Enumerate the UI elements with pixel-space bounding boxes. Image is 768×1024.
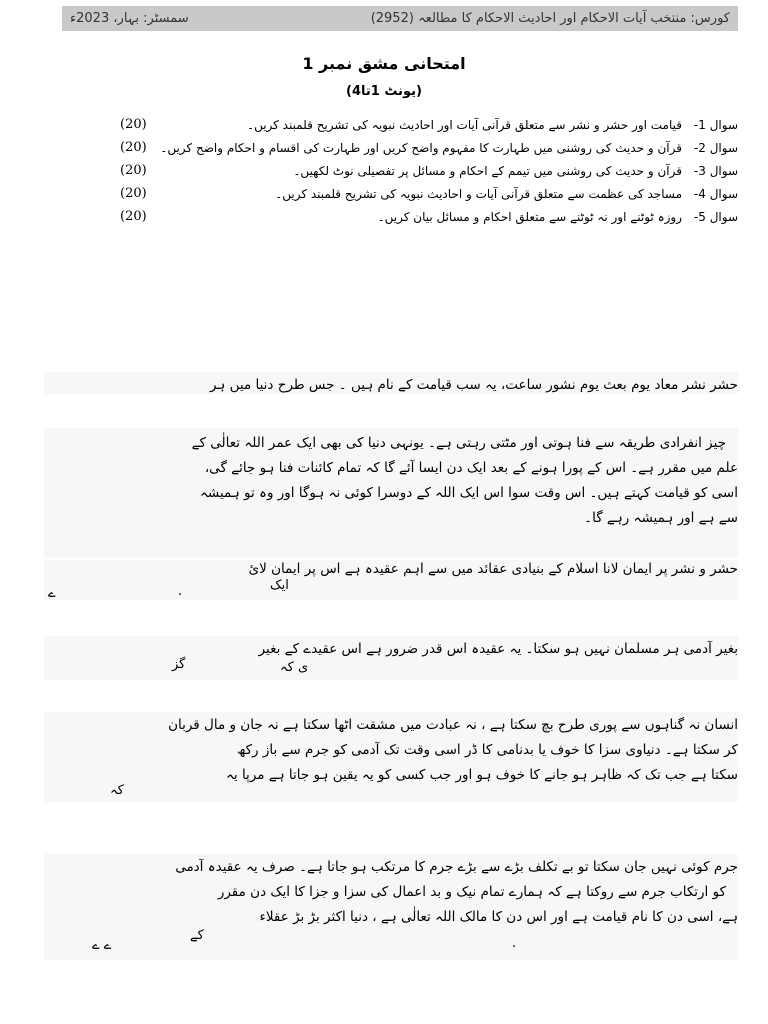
question-number: سوال 1- (693, 118, 738, 132)
body-line: جرم کوئی نہیں جان سکتا تو بے تکلف بڑے سے بڑے جرم کا مرتکب ہو جاتا ہے۔ صرف یہ عقیدہ آدمی (175, 859, 738, 875)
question-number: سوال 4- (693, 187, 738, 201)
semester-label: سمسٹر: بہار، 2023ء (70, 11, 189, 26)
question-item (70, 160, 738, 183)
course-title: کورس: منتخب آیات الاحکام اور احادیث الاحکام کا مطالعہ (2952) (370, 11, 730, 26)
body-line: سے ہے اور ہمیشہ رہے گا۔ (584, 510, 738, 526)
question-text: مساجد کی عظمت سے متعلق قرآنی آیات و احادیث نبویہ کی تشریح قلمبند کریں۔ (275, 187, 682, 201)
question-marks: (20) (120, 163, 147, 178)
course-header-bar (62, 6, 738, 31)
question-item (70, 114, 738, 137)
body-fragment: کہ (110, 783, 124, 798)
question-number: سوال 5- (693, 210, 738, 224)
body-line: کو ارتکاب جرم سے روکتا ہے کہ ہمارے تمام نیک و بد اعمال کی سزا و جزا کا ایک دن مقرر (217, 884, 726, 900)
question-marks: (20) (120, 117, 147, 132)
question-marks: (20) (120, 140, 147, 155)
body-line: اسی کو قیامت کہتے ہیں۔ اس وقت سوا اس ایک اللہ کے دوسرا کوئی نہ ہوگا اور وہ تو ہمیشہ (199, 485, 738, 501)
question-number: سوال 3- (693, 164, 738, 178)
body-fragment: ایک (270, 578, 289, 593)
question-number: سوال 2- (693, 141, 738, 155)
question-item (70, 137, 738, 160)
body-line: کر سکتا ہے۔ دنیاوی سزا کا خوف یا بدنامی کا ڈر اسی وقت تک آدمی کو جرم سے باز رکھ (237, 742, 738, 758)
question-text: روزہ ٹوٹنے اور نہ ٹوٹنے سے متعلق احکام و مسائل بیان کریں۔ (377, 210, 682, 224)
question-text: قرآن و حدیث کی روشنی میں تیمم کے احکام و مسائل پر تفصیلی نوٹ لکھیں۔ (293, 164, 682, 178)
body-line: ہے، اسی دن کا نام قیامت ہے اور اس دن کا مالک اللہ تعالٰی ہے ، دنیا اکثر بڑ بڑ عقلاء (259, 909, 738, 925)
body-line: علم میں مقرر ہے۔ اس کے پورا ہونے کے بعد ایک دن ایسا آئے گا کہ تمام کائنات فنا ہو جائے گی، (204, 460, 738, 476)
question-list (70, 114, 738, 229)
question-marks: (20) (120, 209, 147, 224)
question-text: قیامت اور حشر و نشر سے متعلق قرآنی آیات اور احادیث نبویہ کی تشریح قلمبند کریں۔ (247, 118, 682, 132)
body-fragment: ی کہ (280, 660, 309, 675)
body-line: حشر و نشر پر ایمان لانا اسلام کے بنیادی عقائد میں سے اہم عقیدہ ہے اس پر ایمان لائ (248, 561, 738, 577)
units-label: (یونٹ 1تا4) (346, 84, 422, 99)
body-fragment: گز (172, 657, 186, 672)
question-item (70, 183, 738, 206)
body-line: سکتا ہے جب تک کہ ظاہر ہو جانے کا خوف ہو اور جب کسی کو یہ یقین ہو جاتا ہے مرپا یہ (225, 767, 738, 783)
body-fragment: . (512, 936, 517, 951)
body-line: حشر نشر معاد یوم بعث یوم نشور ساعت، یہ سب قیامت کے نام ہیں ۔ جس طرح دنیا میں ہر (209, 377, 738, 393)
body-fragment: ے ے (92, 938, 112, 953)
body-line: انسان نہ گناہوں سے پوری طرح بچ سکتا ہے ، نہ عبادت میں مشقت اٹھا سکتا ہے نہ جان و مال قربان (168, 717, 738, 733)
body-line: چیز انفرادی طریقہ سے فنا ہوتی اور مٹتی رہتی ہے۔ یونہی دنیا کی بھی ایک عمر اللہ تعالٰی کے (191, 435, 726, 451)
assignment-heading: امتحانی مشق نمبر 1 (302, 54, 466, 73)
body-fragment: . (178, 584, 183, 599)
body-fragment: ے (48, 586, 56, 601)
body-line: بغیر آدمی ہر مسلمان نہیں ہو سکتا۔ یہ عقیدہ اس قدر ضرور ہے اس عقیدے کے بغیر (258, 641, 738, 657)
question-item (70, 206, 738, 229)
question-marks: (20) (120, 186, 147, 201)
question-text: قرآن و حدیث کی روشنی میں طہارت کا مفہوم واضح کریں اور طہارت کی اقسام و احکام واضح کریں۔ (160, 141, 682, 155)
body-fragment: کے (190, 928, 204, 943)
